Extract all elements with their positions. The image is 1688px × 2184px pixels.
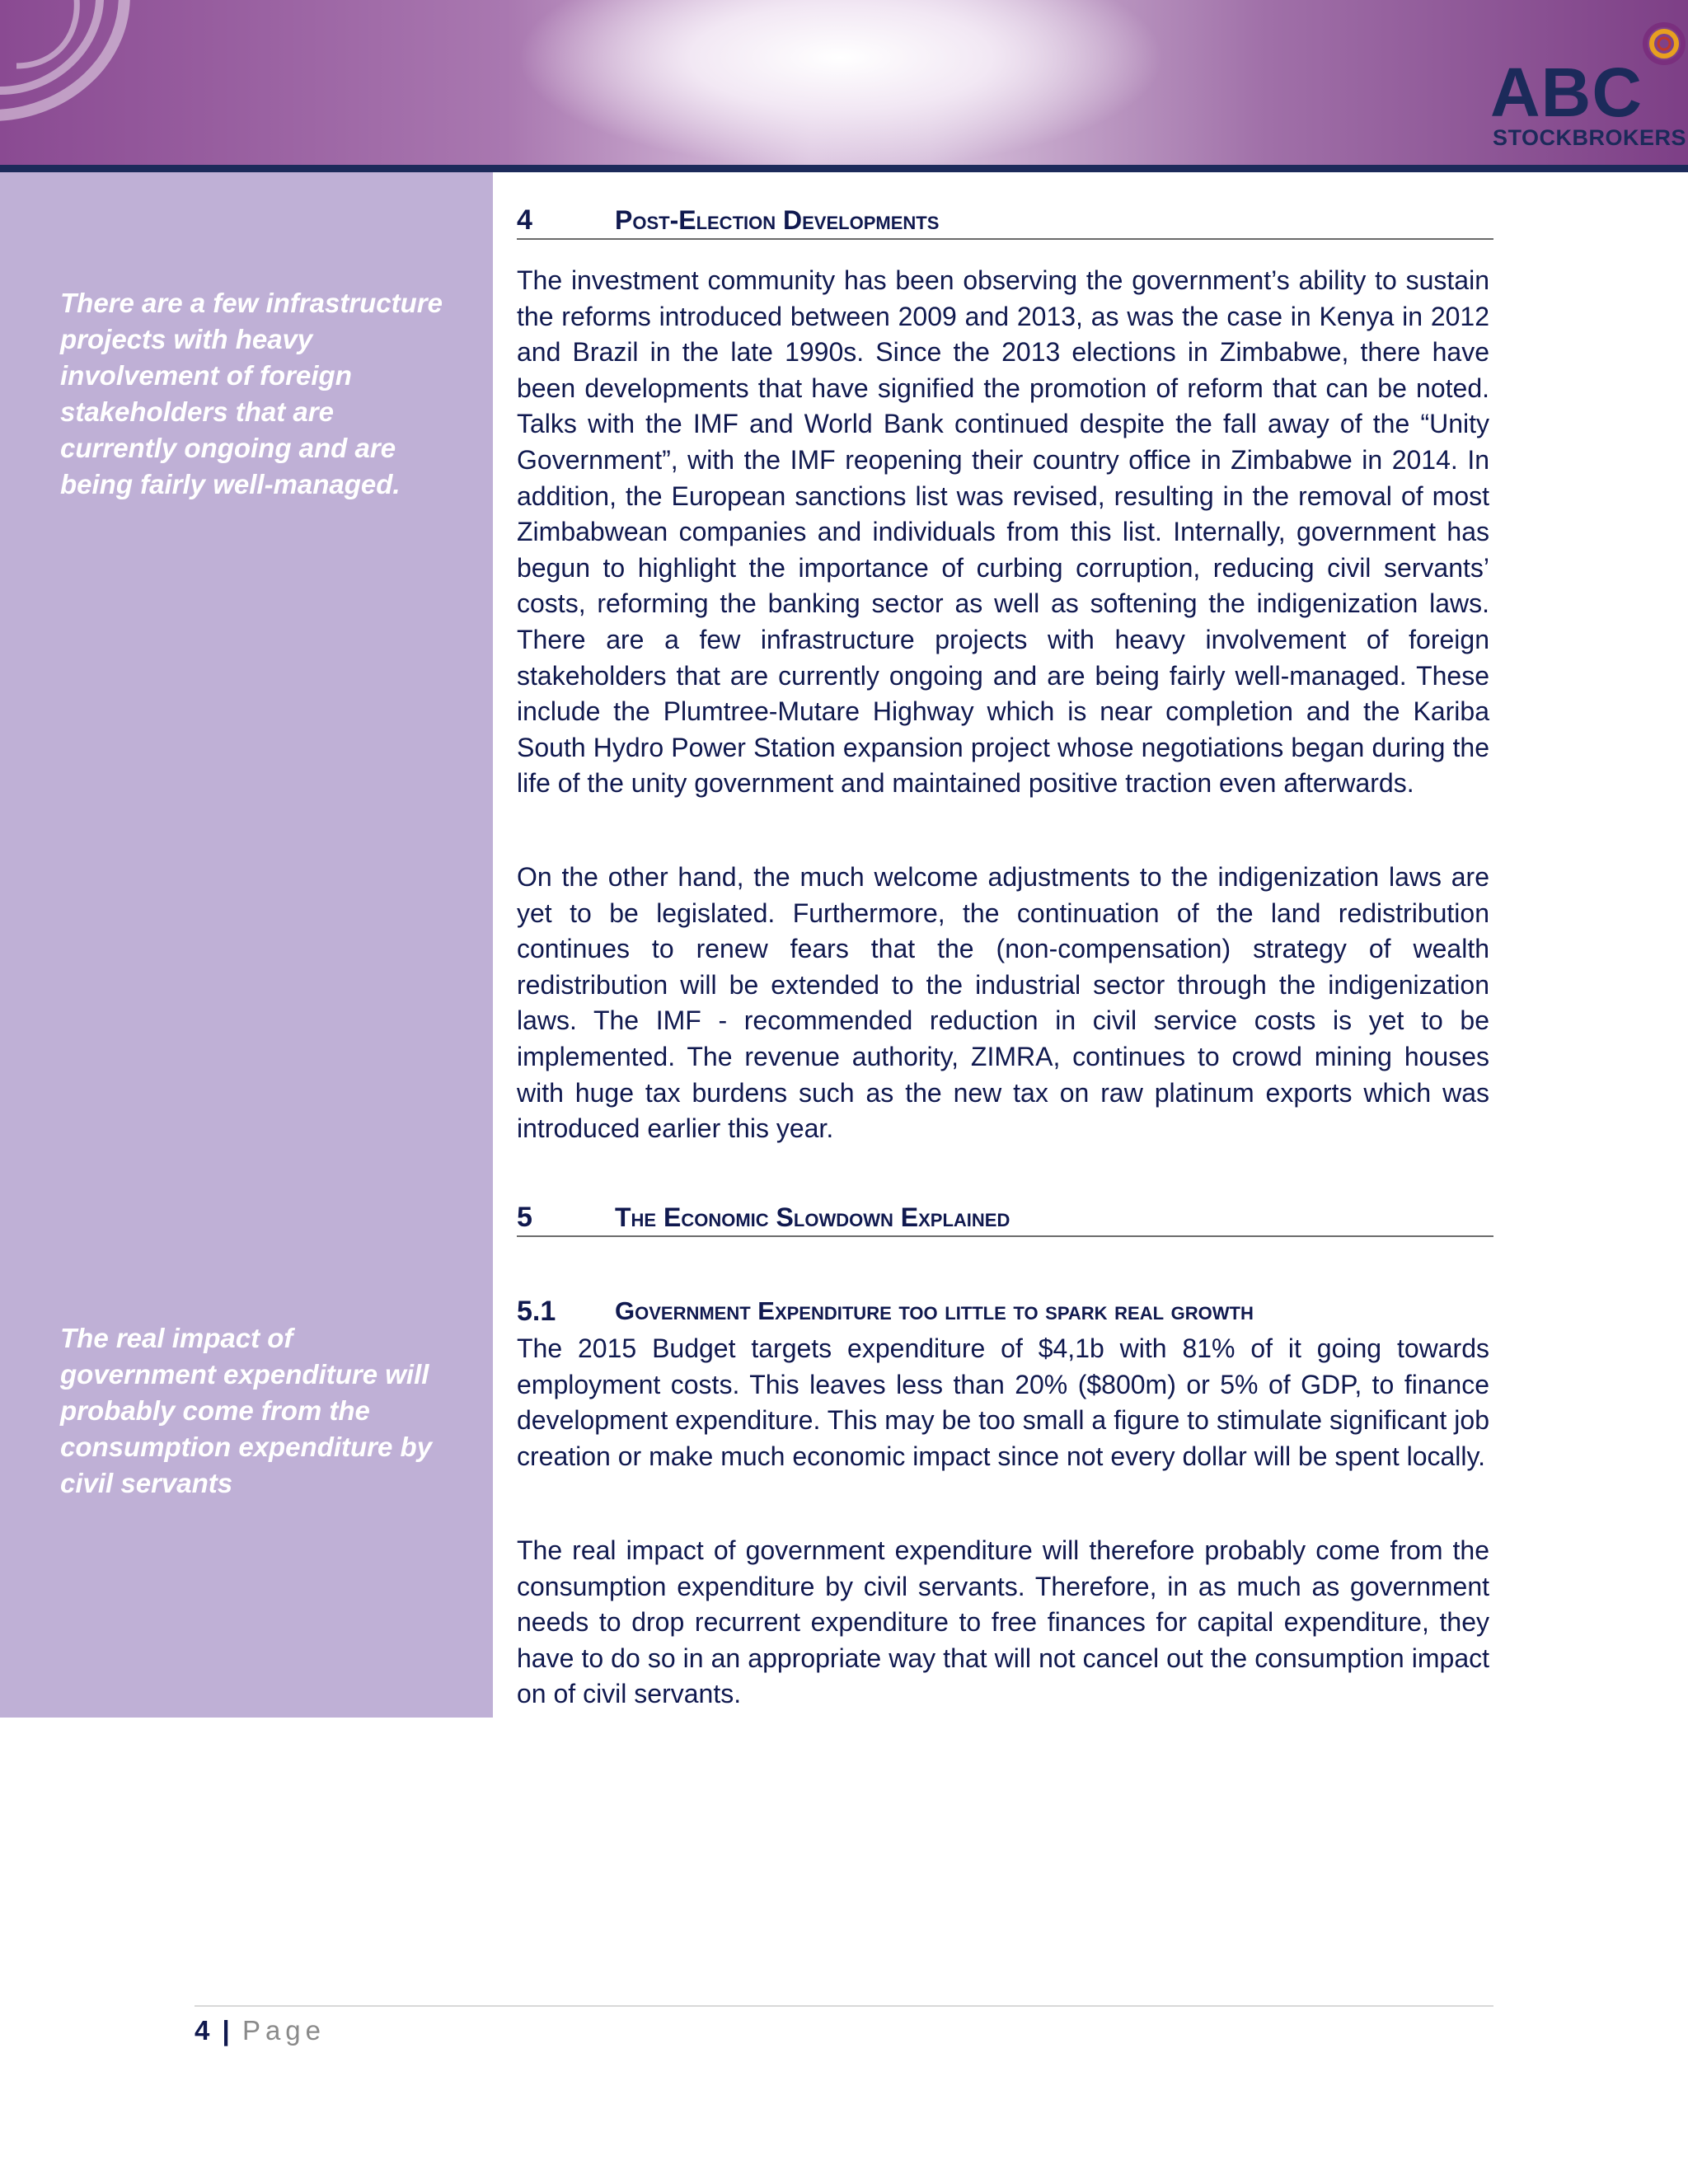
page-number: 4 (195, 2015, 210, 2046)
page-header-band (0, 0, 1688, 167)
company-logo (1465, 16, 1688, 157)
footer-rule (195, 2005, 1493, 2007)
page-footer (195, 2013, 326, 2049)
section-number: 5 (517, 1202, 532, 1233)
section-heading-4 (517, 202, 1493, 240)
subsection-heading-5-1 (517, 1293, 1493, 1329)
subsection-number: 5.1 (517, 1296, 556, 1327)
section-5-1-paragraph-1: The 2015 Budget targets expenditure of $4,1b with 81% of it going towards employment costs. This leaves less than 20% ($800m) or 5% of GDP, to finance development expenditure. This may be too small a figure to stimulate significant job creation or make much economic impact since not every dollar will be spent locally. (517, 1333, 1489, 1471)
section-title: The Economic Slowdown Explained (615, 1202, 1010, 1232)
logo-ring-icon (1640, 20, 1688, 68)
pullquote-2: The real impact of government expenditure will probably come from the consumption expenditure by civil servants (60, 1323, 433, 1498)
pullquote-1: There are a few infrastructure projects with heavy involvement of foreign stakeholders that are currently ongoing and are being fairly well-managed. (60, 288, 443, 499)
section-number: 4 (517, 204, 532, 236)
swirl-graphic-icon (0, 0, 165, 148)
page-label: Page (241, 2015, 326, 2046)
page-separator: | (222, 2015, 230, 2046)
section-4-paragraph-1: The investment community has been observing the government’s ability to sustain the reforms introduced between 2009 and 2013, as was the case in Kenya in 2012 and Brazil in the late 1990s. Since the 2013 elections in Zimbabwe, there have been developments that have signified the promotion of reform that can be noted. Talks with the IMF and World Bank continued despite the fall away of the “Unity Government”, with the IMF reopening their country office in Zimbabwe in 2014. In addition, the European sanctions list was revised, resulting in the removal of most Zimbabwean companies and individuals from this list. Internally, government has begun to highlight the importance of curbing corruption, reducing civil servants’ costs, reforming the banking sector as well as softening the indigenization laws. There are a few infrastructure projects with heavy involvement of foreign stakeholders that are currently ongoing and are being fairly well-managed. These include the Plumtree-Mutare Highway which is near completion and the Kariba South Hydro Power Station expansion project whose negotiations began during the life of the unity government and maintained positive traction even afterwards. (517, 265, 1489, 799)
section-heading-5 (517, 1199, 1493, 1237)
logo-subtitle: STOCKBROKERS (1493, 125, 1687, 150)
sidebar-panel (0, 172, 493, 1718)
subsection-title: Government Expenditure too little to spark real growth (615, 1296, 1254, 1325)
section-title: Post-Election Developments (615, 205, 940, 235)
section-4-paragraph-2: On the other hand, the much welcome adjustments to the indigenization laws are yet to be legislated. Furthermore, the continuation of the land redistribution continues to renew fears that the (non-compensation) strategy of wealth redistribution will be extended to the industrial sector through the indigenization laws. The IMF - recommended reduction in civil service costs is yet to be implemented. The revenue authority, ZIMRA, continues to crowd mining houses with huge tax burdens such as the new tax on raw platinum exports which was introduced earlier this year. (517, 862, 1489, 1144)
logo-wordmark: ABC (1490, 54, 1643, 131)
section-5-1-paragraph-2: The real impact of government expenditure will therefore probably come from the consumption expenditure by civil servants. Therefore, in as much as government needs to drop recurrent expenditure to free finances for capital expenditure, they have to do so in an appropriate way that will not cancel out the consumption impact on of civil servants. (517, 1535, 1489, 1709)
header-rule (0, 165, 1688, 172)
